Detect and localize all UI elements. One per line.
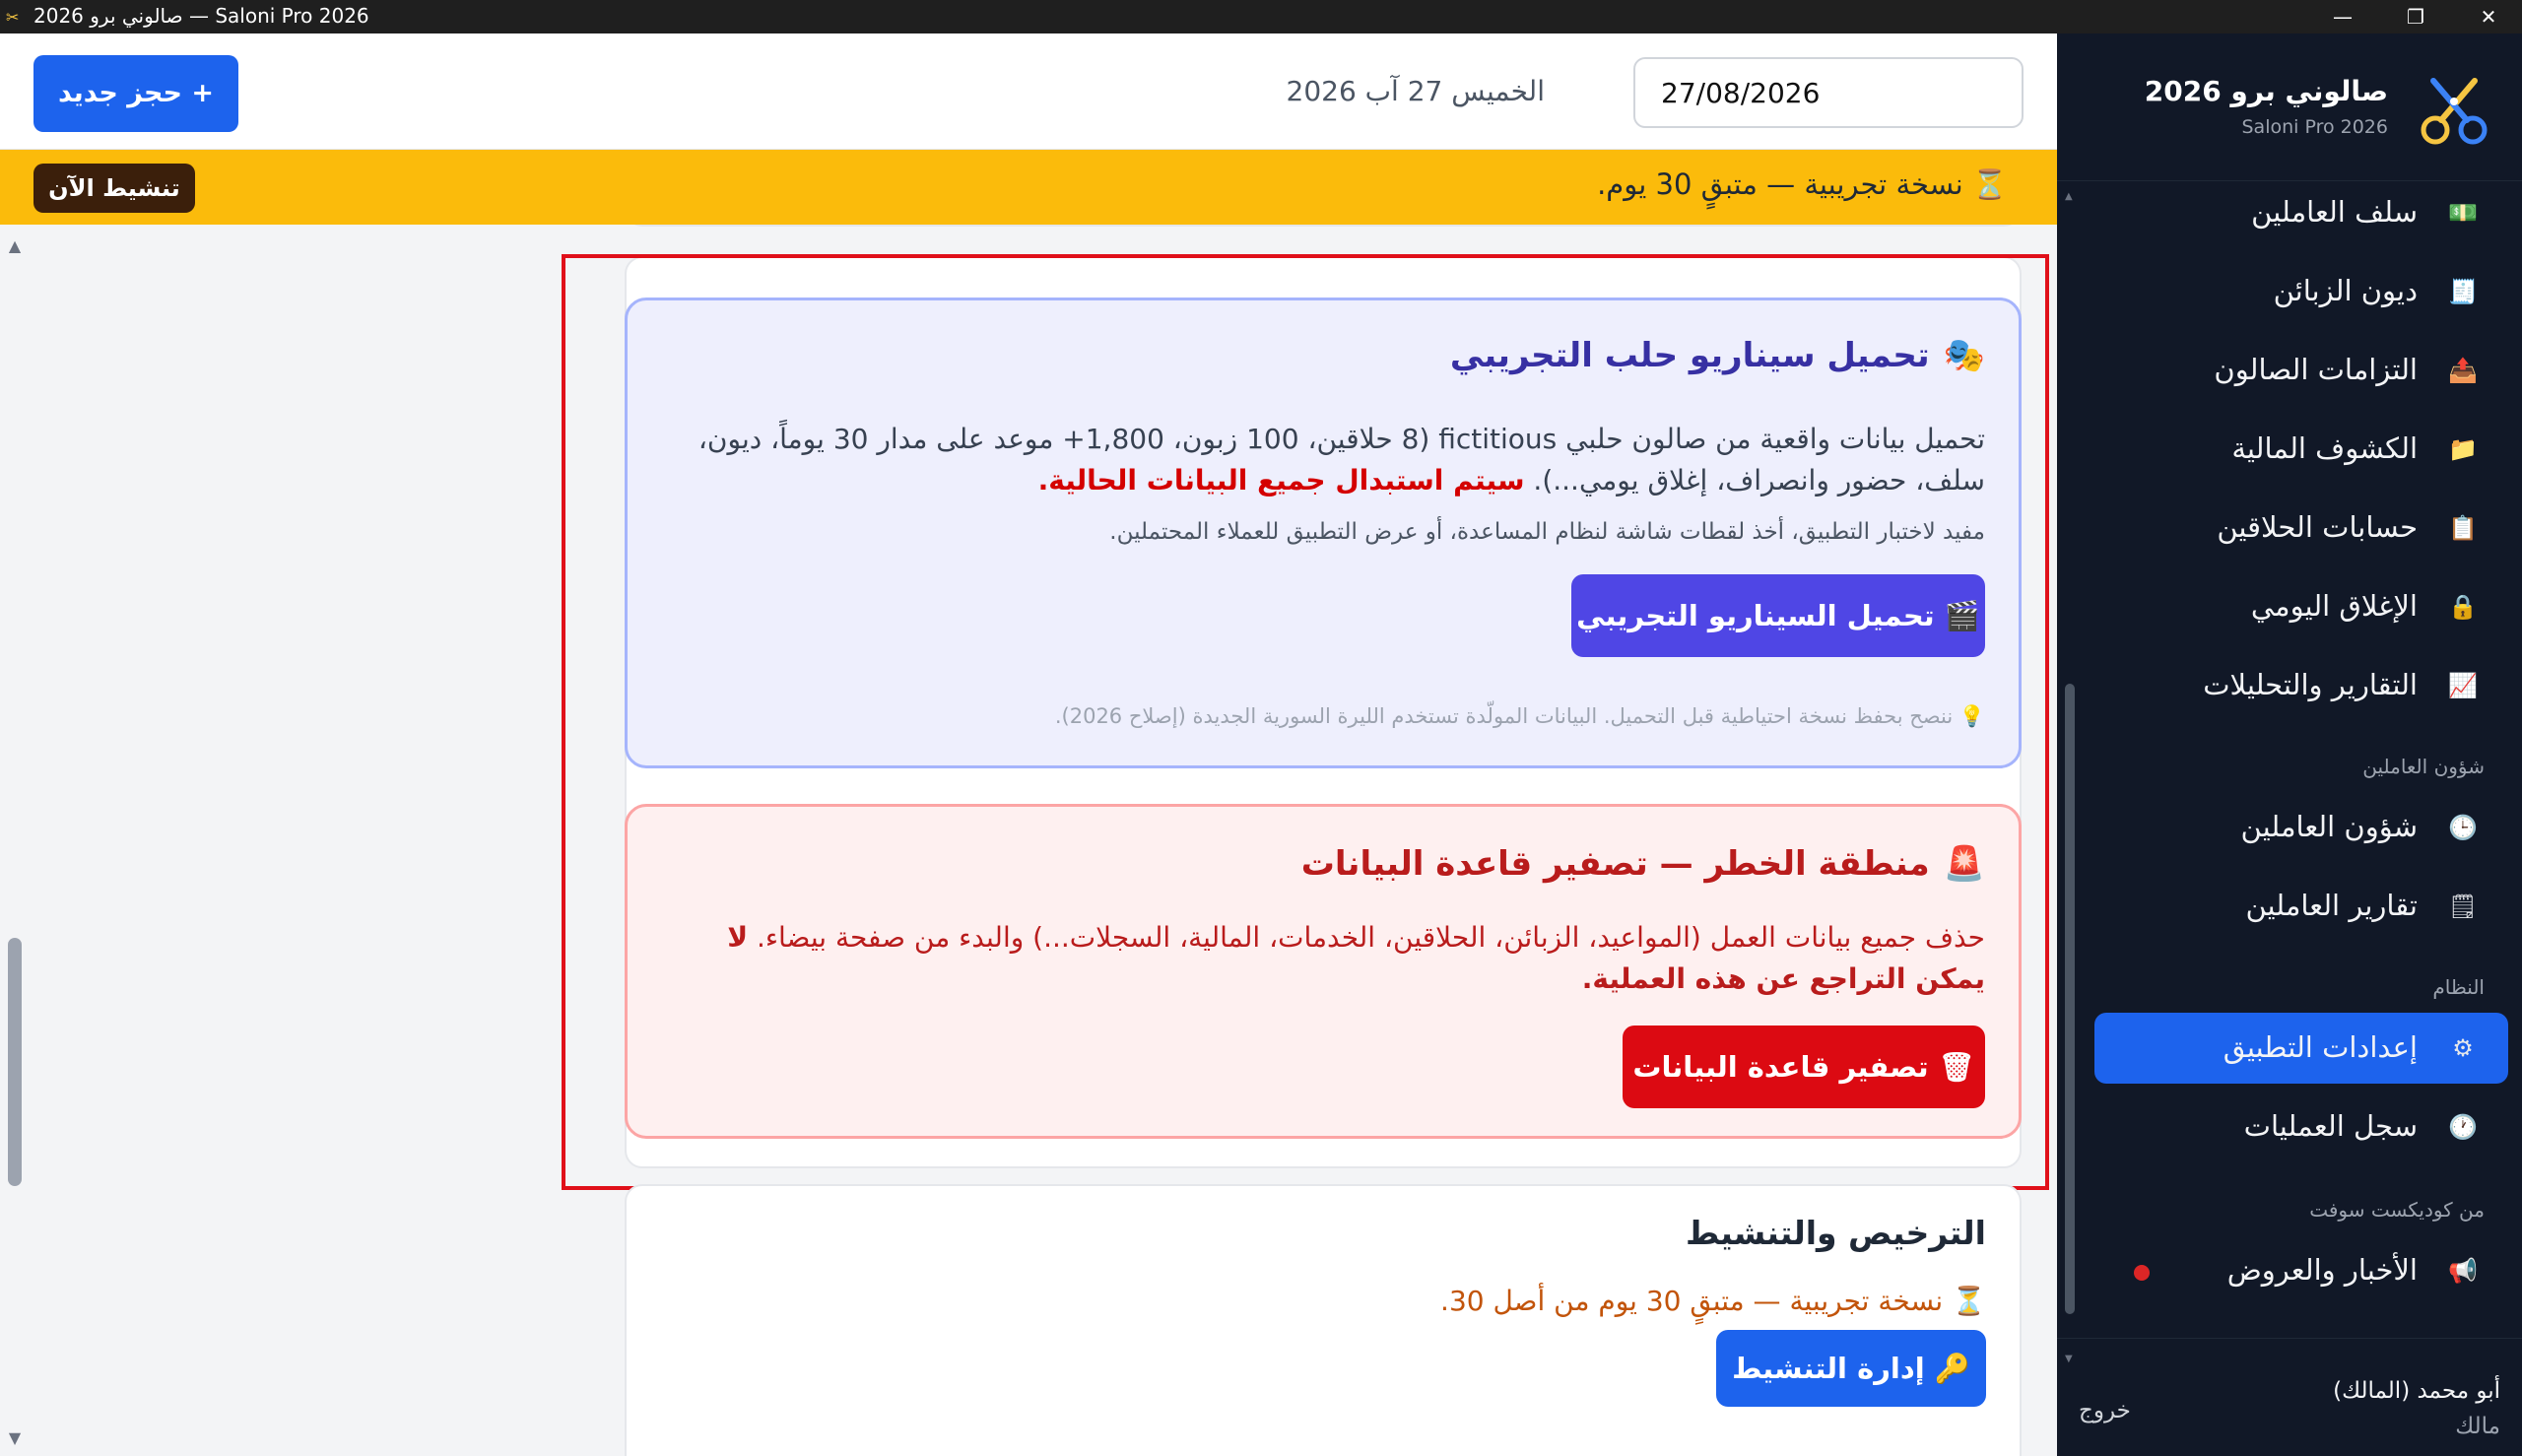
scissors-logo-icon (2416, 75, 2492, 152)
section-label-system: النظام (2432, 975, 2485, 999)
danger-card-title-text: منطقة الخطر — تصفير قاعدة البيانات (1300, 844, 1930, 884)
sidebar-item-label: ديون الزبائن (2273, 274, 2418, 307)
demo-card-title-text: تحميل سيناريو حلب التجريبي (1449, 336, 1930, 375)
sidebar-scrollbar-thumb[interactable] (2065, 684, 2075, 1314)
sidebar-item-label: تقارير العاملين (2245, 889, 2418, 922)
main-content (0, 225, 2057, 1456)
previous-panel-edge (625, 225, 2022, 227)
maximize-button[interactable]: ❐ (2407, 5, 2424, 29)
license-title: الترخيص والتنشيط (1685, 1214, 1986, 1252)
sidebar-scrollbar[interactable] (2065, 191, 2075, 1363)
top-header (0, 33, 2057, 150)
manage-activation-button[interactable]: 🔑 إدارة التنشيط (1716, 1330, 1986, 1407)
sidebar-item-reports-analytics[interactable] (2094, 650, 2508, 721)
scroll-up-arrow-icon[interactable]: ▲ (8, 236, 22, 255)
current-date-label: الخميس 27 آب 2026 (1286, 75, 1545, 107)
sidebar-item-operations-log[interactable] (2094, 1092, 2508, 1162)
brand-subtitle: Saloni Pro 2026 (2241, 116, 2388, 138)
notepad-icon: 🗒 (2447, 893, 2479, 920)
outbox-icon: 📤 (2448, 357, 2478, 384)
demo-card-tip: 💡 ننصح بحفظ نسخة احتياطية قبل التحميل. البيانات المولّدة تستخدم الليرة السورية الجديدة (إصلاح 2026). (1054, 704, 1985, 728)
demo-warning-text: سيتم استبدال جميع البيانات الحالية. (1037, 464, 1525, 496)
trial-banner (0, 150, 2057, 225)
sidebar-scroll-down-icon[interactable]: ▼ (2065, 1354, 2073, 1364)
clock-icon: 🕒 (2448, 814, 2478, 841)
main-scrollbar[interactable] (8, 236, 22, 1446)
brand-name: صالوني برو 2026 (2144, 75, 2388, 107)
sidebar-item-label: سلف العاملين (2251, 195, 2418, 229)
money-icon: 💵 (2448, 199, 2478, 227)
sidebar-item-label: شؤون العاملين (2240, 810, 2418, 843)
sidebar-item-daily-closing[interactable] (2094, 571, 2508, 642)
sidebar-item-staff-affairs[interactable] (2094, 792, 2508, 863)
megaphone-icon: 📢 (2448, 1257, 2478, 1285)
sidebar-item-label: التزامات الصالون (2214, 353, 2418, 386)
minimize-button[interactable]: — (2333, 5, 2353, 29)
sidebar (2057, 33, 2522, 1456)
clock-icon: 🕐 (2448, 1113, 2478, 1141)
highlight-box (562, 254, 2049, 1190)
section-label-staff: شؤون العاملين (2362, 755, 2485, 778)
license-panel (625, 1184, 2022, 1456)
lock-icon: 🔒 (2448, 593, 2478, 621)
danger-description-text: حذف جميع بيانات العمل (المواعيد، الزبائن، الحلاقين، الخدمات، المالية، السجلات...) والبدء من صفحة بيضاء. (756, 921, 1985, 954)
sidebar-scroll-up-icon[interactable]: ▲ (2065, 191, 2073, 202)
gear-icon: ⚙ (2452, 1034, 2474, 1062)
sidebar-item-salon-obligations[interactable] (2094, 335, 2508, 406)
reset-database-button[interactable]: 🗑 تصفير قاعدة البيانات (1623, 1026, 1985, 1108)
date-input[interactable] (1633, 57, 2024, 128)
sidebar-item-staff-advances[interactable] (2094, 177, 2508, 248)
logout-button[interactable]: خروج (2079, 1398, 2131, 1423)
clipboard-icon: 📋 (2448, 514, 2478, 542)
user-box (2057, 1338, 2522, 1456)
new-booking-button[interactable]: + حجز جديد (33, 55, 238, 132)
user-name: أبو محمد (المالك) (2333, 1378, 2500, 1404)
load-demo-scenario-button[interactable]: 🎬 تحميل السيناريو التجريبي (1571, 574, 1985, 657)
sidebar-item-financial-statements[interactable] (2094, 414, 2508, 485)
window-title: صالوني برو 2026 — Saloni Pro 2026 (33, 4, 369, 28)
section-label-vendor: من كوديكست سوفت (2309, 1198, 2485, 1222)
sidebar-item-label: إعدادات التطبيق (2223, 1030, 2418, 1064)
sidebar-item-label: الإغلاق اليومي (2250, 589, 2418, 623)
window-titlebar (0, 0, 2522, 33)
receipt-icon: 🧾 (2448, 278, 2478, 305)
brand-header (2057, 33, 2522, 181)
sidebar-item-staff-reports[interactable] (2094, 871, 2508, 942)
main-scrollbar-thumb[interactable] (8, 938, 22, 1186)
sidebar-item-app-settings[interactable] (2094, 1013, 2508, 1084)
trial-banner-text: ⏳ نسخة تجريبية — متبقٍ 30 يوم. (1597, 167, 2008, 201)
license-status: ⏳ نسخة تجريبية — متبقٍ 30 يوم من أصل 30. (1440, 1285, 1986, 1317)
notification-dot (2134, 1265, 2150, 1281)
close-button[interactable]: ✕ (2480, 5, 2497, 29)
sidebar-item-customer-debts[interactable] (2094, 256, 2508, 327)
scroll-down-arrow-icon[interactable]: ▼ (8, 1428, 22, 1447)
activate-now-button[interactable]: تنشيط الآن (33, 164, 195, 213)
folder-icon: 📁 (2448, 435, 2478, 463)
sidebar-item-label: سجل العمليات (2243, 1109, 2418, 1143)
siren-icon: 🚨 (1943, 844, 1985, 884)
user-role: مالك (2455, 1414, 2500, 1439)
sidebar-item-barber-accounts[interactable] (2094, 493, 2508, 563)
app-icon: ✂ (6, 8, 20, 27)
chart-icon: 📈 (2448, 672, 2478, 699)
sidebar-item-label: الأخبار والعروض (2226, 1253, 2418, 1287)
sidebar-item-label: التقارير والتحليلات (2203, 668, 2418, 701)
demo-description-text: تحميل بيانات واقعية من صالون حلبي fictitious (8 حلاقين، 100 زبون، 1,800+ موعد على مدار 30 يوماً، ديون، سلف، حضور وانصراف، إغلاق يومي...). (697, 423, 1985, 496)
sidebar-item-label: الكشوف المالية (2231, 431, 2418, 465)
sidebar-item-label: حسابات الحلاقين (2217, 510, 2418, 544)
demo-card-useful-note: مفيد لاختبار التطبيق، أخذ لقطات شاشة لنظام المساعدة، أو عرض التطبيق للعملاء المحتملين. (1109, 519, 1985, 545)
theater-masks-icon: 🎭 (1943, 336, 1985, 375)
sidebar-item-news-offers[interactable] (2094, 1235, 2508, 1306)
danger-warning-text: لا يمكن التراجع عن هذه العملية. (727, 921, 1985, 995)
